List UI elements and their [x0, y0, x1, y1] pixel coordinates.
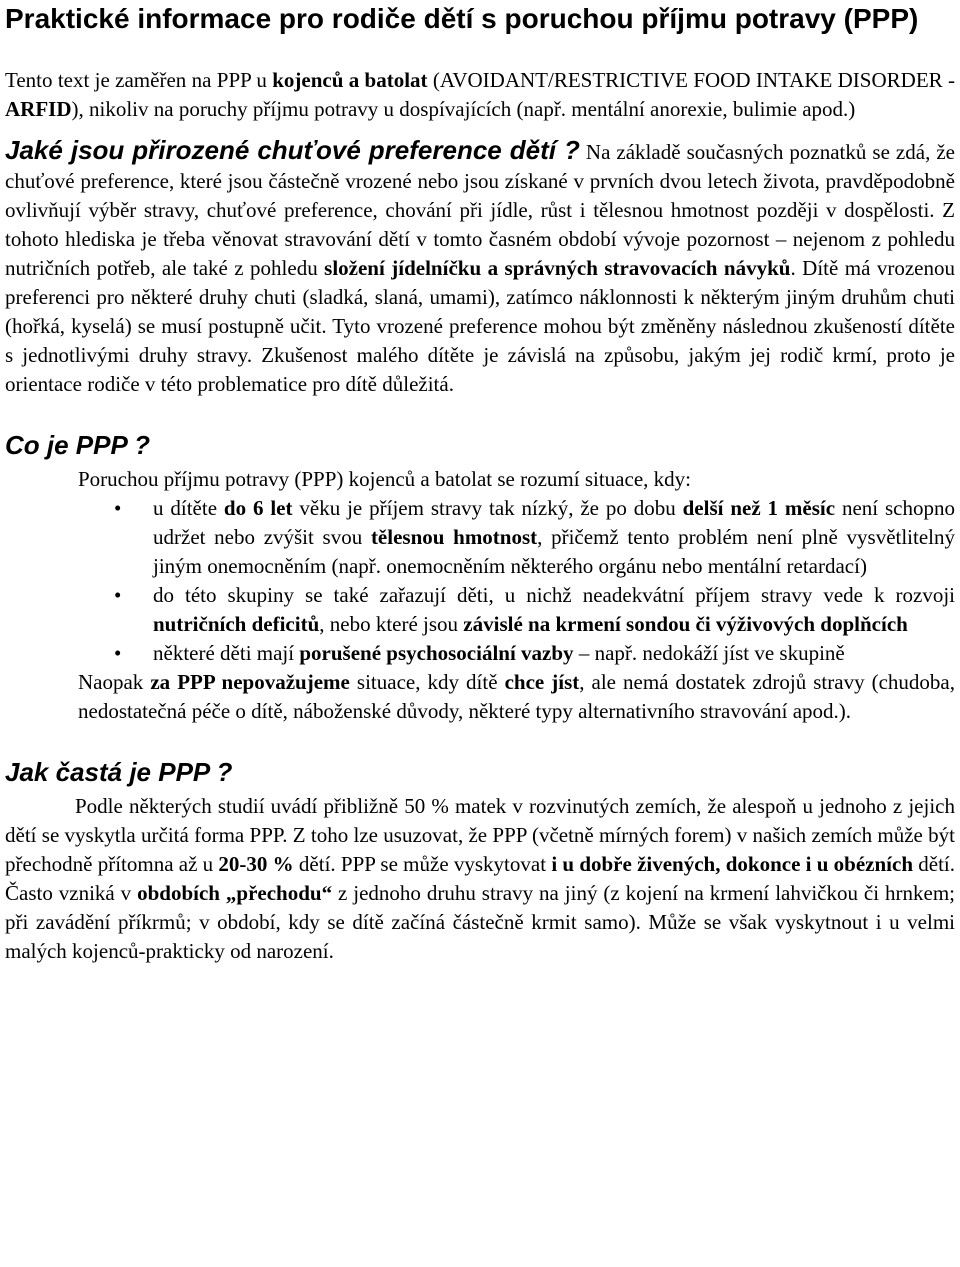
list-item	[5, 581, 955, 639]
section-heading-taste-preferences: Jaké jsou přirozené chuťové preference dětí ?	[5, 135, 580, 165]
text-run: do této skupiny se také zařazují děti, u nichž neadekvátní příjem stravy vede k rozvoji	[153, 583, 955, 607]
text-run: , nebo které jsou	[319, 612, 464, 636]
text-run: Naopak	[78, 670, 151, 694]
section-heading-what-is-ppp: Co je PPP ?	[5, 430, 150, 460]
text-run: Na základě současných poznatků se zdá, že chuťové preference, které jsou částečně vrozené nebo jsou získané v prvních dvou letech života, pravděpodobně ovlivňují výběr stravy, chuťové preference, chování při jídle, růst i tělesnou hmotnost později v dospělosti. Z tohoto hlediska je třeba věnovat stravování dětí v tomto časném období vývoje pozornost – nejenom z pohledu nutričních potřeb, ale také z pohledu	[5, 140, 955, 280]
bold-text: za PPP nepovažujeme	[150, 670, 350, 694]
taste-paragraph	[5, 140, 955, 396]
text-run: ), nikoliv na poruchy příjmu potravy u dospívajících (např. mentální anorexie, bulimie apod.)	[71, 97, 856, 121]
text-run: (AVOIDANT/RESTRICTIVE FOOD INTAKE DISORDER -	[427, 68, 955, 92]
intro-paragraph	[5, 66, 955, 124]
list-item	[5, 494, 955, 581]
bold-text: do 6 let	[223, 496, 293, 520]
text-run: Podle některých studií uvádí přibližně 50 % matek v rozvinutých zemích, že alespoň u jednoho z jejich dětí se vyskytla určitá forma PPP. Z toho lze usuzovat, že PPP (včetně mírných forem) v našich zemích může být přechodně přítomna až u	[5, 794, 955, 876]
section-taste	[5, 134, 955, 399]
bold-text: kojenců a batolat	[272, 68, 428, 92]
text-run: – např. nedokáží jíst ve skupině	[573, 641, 845, 665]
text-run: není schopno udržet nebo zvýšit svou	[153, 496, 955, 549]
text-run: , přičemž tento problém není plně vysvětlitelný jiným onemocněním (např. onemocněním některého orgánu nebo mentální retardací)	[153, 525, 956, 578]
bold-text: porušené psychosociální vazby	[299, 641, 574, 665]
text-run: věku je příjem stravy tak nízký, že po dobu	[292, 496, 683, 520]
bold-text: tělesnou hmotnost	[370, 525, 538, 549]
text-run: . Dítě má vrozenou preferenci pro některé druhy chuti (sladká, slaná, umami), zatímco náklonnosti k některým jiným druhům chuti (hořká, kyselá) se musí postupně učit. Tyto vrozené preference mohou být změněny následnou zkušeností dítěte s jednotlivými druhy stravy. Zkušenost malého dítěte je závislá na způsobu, jakým jej rodič krmí, proto je orientace rodiče v této problematice pro dítě důležitá.	[5, 256, 955, 396]
bullet-icon: •	[114, 496, 122, 520]
bold-text: chce jíst	[504, 670, 580, 694]
section-heading-frequency: Jak častá je PPP ?	[5, 757, 233, 787]
bullet-icon: •	[114, 583, 122, 607]
text-run: dětí. PPP se může vyskytovat	[293, 852, 552, 876]
ppp-lead: Poruchou příjmu potravy (PPP) kojenců a batolat se rozumí situace, kdy:	[78, 467, 691, 491]
bold-text: delší než 1 měsíc	[682, 496, 836, 520]
bold-text: 20-30 %	[218, 852, 294, 876]
bold-text: nutričních deficitů	[153, 612, 320, 636]
bold-text: složení jídelníčku a správných stravovacích návyků	[324, 256, 791, 280]
text-run: situace, kdy dítě	[349, 670, 505, 694]
bold-text: obdobích „přechodu“	[137, 881, 333, 905]
text-run: dětí. Často vzniká v	[5, 852, 956, 905]
text-run: u dítěte	[153, 496, 224, 520]
ppp-criteria-list	[5, 494, 955, 668]
text-run: , ale nemá dostatek zdrojů stravy (chudoba, nedostatečná péče o dítě, náboženské důvody, některé typy alternativního stravování apod.).	[78, 670, 955, 723]
bold-text: i u dobře živených, dokonce i u obézních	[551, 852, 914, 876]
page-title: Praktické informace pro rodiče dětí s poruchou příjmu potravy (PPP)	[5, 3, 919, 34]
list-item	[5, 639, 955, 668]
text-run: některé děti mají	[153, 641, 300, 665]
text-run: Tento text je zaměřen na PPP u	[5, 68, 273, 92]
ppp-exclusions-paragraph	[5, 668, 955, 726]
document-page	[5, 0, 955, 966]
text-run: z jednoho druhu stravy na jiný (z kojení na krmení lahvičkou či hrnkem; při zavádění příkrmů; v období, kdy se dítě začíná částečně krmit samo). Může se však vyskytnout i u velmi malých kojenců-prakticky od narození.	[5, 881, 955, 963]
bullet-icon: •	[114, 641, 122, 665]
bold-text: závislé na krmení sondou či výživových doplňcích	[463, 612, 908, 636]
bold-text: ARFID	[5, 97, 72, 121]
frequency-paragraph	[5, 792, 955, 966]
